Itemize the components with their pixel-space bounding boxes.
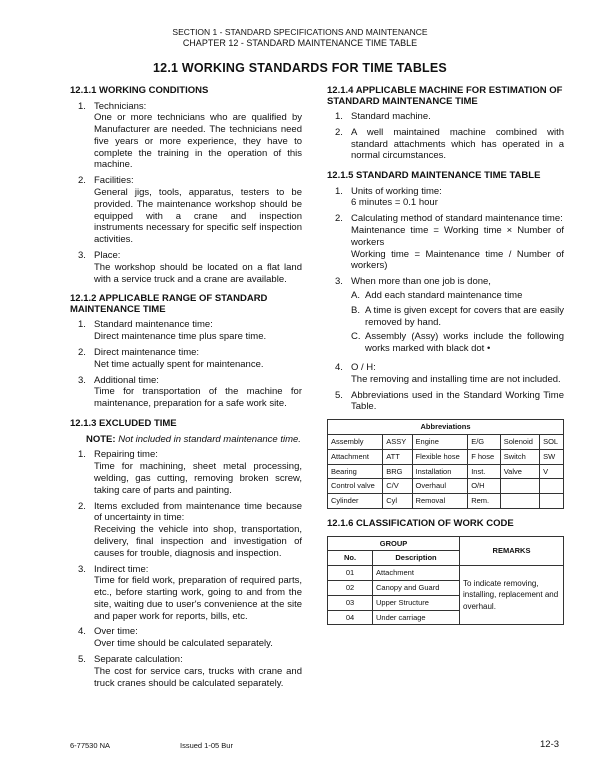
sub-text: A time is given except for covers that are easily removed by hand.: [365, 304, 564, 328]
footer-document-code: 6-77530 NA: [70, 741, 111, 750]
item-title: Indirect time:: [94, 563, 149, 575]
abbreviations-table: [327, 419, 564, 509]
table-cell: Flexible hose: [412, 449, 468, 464]
note-text: Not included in standard maintenance time.: [118, 433, 301, 445]
no-header: No.: [328, 551, 373, 566]
table-cell: V: [540, 464, 564, 479]
heading-applicable-range: 12.1.2 APPLICABLE RANGE OF STANDARD MAINTENANCE TIME: [70, 293, 268, 315]
item-title: When more than one job is done,: [351, 276, 491, 288]
table-cell: Inst.: [468, 464, 501, 479]
list-item: [327, 276, 564, 358]
heading-excluded-time: 12.1.3 EXCLUDED TIME: [70, 418, 177, 430]
section-time-table: [327, 171, 564, 509]
sub-item: [351, 305, 564, 329]
left-column: [70, 86, 302, 698]
list-item: [70, 449, 302, 496]
item-number: 3.: [335, 276, 343, 288]
table-cell: SOL: [540, 435, 564, 450]
list-item: [70, 101, 302, 172]
list-item: [70, 347, 302, 371]
heading-work-code: 12.1.6 CLASSIFICATION OF WORK CODE: [327, 518, 514, 530]
sub-item: [351, 331, 564, 355]
table-cell: [500, 479, 539, 494]
item-body: Receiving the vehicle into shop, transportation, delivery, final inspection and investigation of causes for trouble, diagnosis and inspection.: [94, 524, 302, 559]
table-cell: Valve: [500, 464, 539, 479]
note-label: NOTE:: [86, 433, 116, 445]
table-cell: C/V: [383, 479, 412, 494]
item-body: The cost for service cars, trucks with crane and truck cranes should be calculated separately.: [94, 665, 302, 689]
table-row: [328, 464, 564, 479]
item-body: Abbreviations used in the Standard Working Time Table.: [351, 389, 564, 413]
work-code-table: [327, 536, 564, 626]
item-number: 5.: [335, 389, 343, 401]
item-number: 3.: [78, 374, 86, 386]
item-body: Maintenance time = Working time × Number of workers: [351, 225, 564, 248]
table-cell: BRG: [383, 464, 412, 479]
table-cell: Attachment: [373, 566, 460, 581]
item-body: Net time actually spent for maintenance.: [94, 358, 264, 370]
item-number: 5.: [78, 654, 86, 666]
group-header: GROUP: [328, 536, 460, 551]
item-body: The removing and installing time are not included.: [351, 373, 561, 385]
table-cell: Assembly: [328, 435, 383, 450]
section-applicable-machine: [327, 86, 564, 162]
table-row: [328, 494, 564, 509]
item-number: 3.: [78, 250, 86, 262]
item-title: Standard maintenance time:: [94, 319, 213, 331]
item-body: 6 minutes = 0.1 hour: [351, 197, 438, 209]
heading-applicable-machine: 12.1.4 APPLICABLE MACHINE FOR ESTIMATION OF STANDARD MAINTENANCE TIME: [327, 85, 563, 107]
sub-letter: A.: [351, 290, 360, 302]
item-number: 1.: [78, 100, 86, 112]
table-cell: Attachment: [328, 449, 383, 464]
item-body: Working time = Maintenance time / Number of workers): [351, 248, 564, 272]
item-title: Place:: [94, 250, 121, 262]
table-cell: Bearing: [328, 464, 383, 479]
item-title: Repairing time:: [94, 449, 158, 461]
table-header: Abbreviations: [328, 420, 564, 435]
list-item: [70, 564, 302, 623]
item-body: Time for field work, preparation of required parts, etc., before starting work, going to and from the site, waiting due to user's convenience at the site and paper work for reports, bills, etc.: [94, 575, 302, 622]
remarks-header: REMARKS: [460, 536, 564, 566]
list-item: [327, 186, 564, 210]
table-row: [328, 566, 564, 581]
table-cell: [500, 494, 539, 509]
item-title: Facilities:: [94, 175, 134, 187]
table-row: [328, 449, 564, 464]
item-body: General jigs, tools, apparatus, testers to be provided. The maintenance workshop should be equipped with a crane and inspection instruments necessary for specific self inspection activities.: [94, 187, 302, 246]
item-body: Over time should be calculated separately.: [94, 638, 273, 650]
item-title: Items excluded from maintenance time because of uncertainty in time:: [94, 500, 302, 524]
sub-letter: B.: [351, 304, 360, 316]
table-cell: 01: [328, 566, 373, 581]
item-body: The workshop should be located on a flat land with a service truck and a crane are available.: [94, 261, 302, 285]
table-cell: Cylinder: [328, 494, 383, 509]
item-number: 2.: [335, 126, 343, 138]
table-row: [328, 479, 564, 494]
table-cell: F hose: [468, 449, 501, 464]
item-title: Direct maintenance time:: [94, 347, 200, 359]
item-body: A well maintained machine combined with standard attachments which has operated in a normal circumstances.: [351, 126, 564, 162]
description-header: Description: [373, 551, 460, 566]
item-number: 2.: [78, 347, 86, 359]
page-header: [0, 27, 600, 48]
table-cell: [540, 479, 564, 494]
section-working-conditions: [70, 86, 302, 285]
table-cell: Switch: [500, 449, 539, 464]
heading-time-table: 12.1.5 STANDARD MAINTENANCE TIME TABLE: [327, 170, 541, 182]
section-excluded-time: [70, 419, 302, 689]
page-number: 12-3: [540, 739, 560, 750]
item-number: 2.: [78, 500, 86, 512]
list-item: [327, 127, 564, 162]
sub-letter: C.: [351, 331, 361, 343]
table-cell: ASSY: [383, 435, 412, 450]
table-cell: Canopy and Guard: [373, 580, 460, 595]
table-cell: Solenoid: [500, 435, 539, 450]
sub-item: [351, 290, 564, 302]
item-body: Time for machining, sheet metal processing, welding, gas cutting, removing broken screw, taking care of parts and painting.: [94, 461, 302, 496]
list-item: [327, 362, 564, 386]
item-title: Over time:: [94, 626, 138, 638]
item-title: Technicians:: [94, 100, 147, 112]
list-item: [327, 213, 564, 272]
table-cell: Overhaul: [412, 479, 468, 494]
item-title: O / H:: [351, 362, 376, 374]
item-number: 2.: [78, 175, 86, 187]
table-cell: O/H: [468, 479, 501, 494]
table-cell: 03: [328, 595, 373, 610]
note: [70, 434, 302, 446]
list-item: [327, 111, 564, 123]
list-item: [70, 375, 302, 410]
header-chapter: CHAPTER 12 - STANDARD MAINTENANCE TIME TABLE: [182, 37, 418, 48]
list-item: [70, 319, 302, 343]
item-body: Standard machine.: [351, 111, 431, 122]
right-column: [327, 86, 564, 634]
list-item: [70, 626, 302, 650]
header-section: SECTION 1 - STANDARD SPECIFICATIONS AND MAINTENANCE: [172, 27, 428, 37]
item-body: One or more technicians who are qualified by Manufacturer are needed. The technicians need five years or more experience, they have to complete the training in the operation of this machine.: [94, 112, 302, 171]
table-cell: [540, 494, 564, 509]
page-title: 12.1 WORKING STANDARDS FOR TIME TABLES: [153, 61, 447, 75]
sub-text: Add each standard maintenance time: [365, 290, 523, 302]
table-cell: Cyl: [383, 494, 412, 509]
list-item: [327, 390, 564, 414]
item-number: 2.: [335, 213, 343, 225]
table-cell: E/G: [468, 435, 501, 450]
table-cell: ATT: [383, 449, 412, 464]
item-title: Additional time:: [94, 374, 159, 386]
sub-text: Assembly (Assy) works include the following works marked with black dot •: [365, 331, 564, 355]
table-cell: Rem.: [468, 494, 501, 509]
list-item: [70, 250, 302, 285]
item-number: 1.: [335, 185, 343, 197]
item-number: 1.: [78, 449, 86, 461]
section-work-code: [327, 519, 564, 625]
item-number: 4.: [78, 626, 86, 638]
list-item: [70, 501, 302, 560]
table-cell: Removal: [412, 494, 468, 509]
table-cell: 04: [328, 610, 373, 625]
item-body: Time for transportation of the machine for maintenance, preparation for a safe work site.: [94, 386, 302, 410]
item-body: Direct maintenance time plus spare time.: [94, 331, 267, 343]
list-item: [70, 175, 302, 246]
table-cell: 02: [328, 580, 373, 595]
item-title: Calculating method of standard maintenance time:: [351, 213, 563, 225]
item-number: 1.: [78, 319, 86, 331]
table-row: [328, 435, 564, 450]
item-title: Units of working time:: [351, 185, 442, 197]
table-cell: Control valve: [328, 479, 383, 494]
remarks-cell: To indicate removing, installing, replacement and overhaul.: [460, 566, 564, 625]
item-number: 4.: [335, 362, 343, 374]
table-cell: SW: [540, 449, 564, 464]
heading-working-conditions: 12.1.1 WORKING CONDITIONS: [70, 85, 209, 96]
table-cell: Engine: [412, 435, 468, 450]
footer-issue: Issued 1-05 Bur: [180, 741, 233, 750]
table-cell: Under carriage: [373, 610, 460, 625]
table-cell: Upper Structure: [373, 595, 460, 610]
section-applicable-range: [70, 294, 302, 410]
item-title: Separate calculation:: [94, 654, 183, 666]
item-number: 1.: [335, 111, 343, 122]
list-item: [70, 654, 302, 689]
item-number: 3.: [78, 563, 86, 575]
table-cell: Installation: [412, 464, 468, 479]
